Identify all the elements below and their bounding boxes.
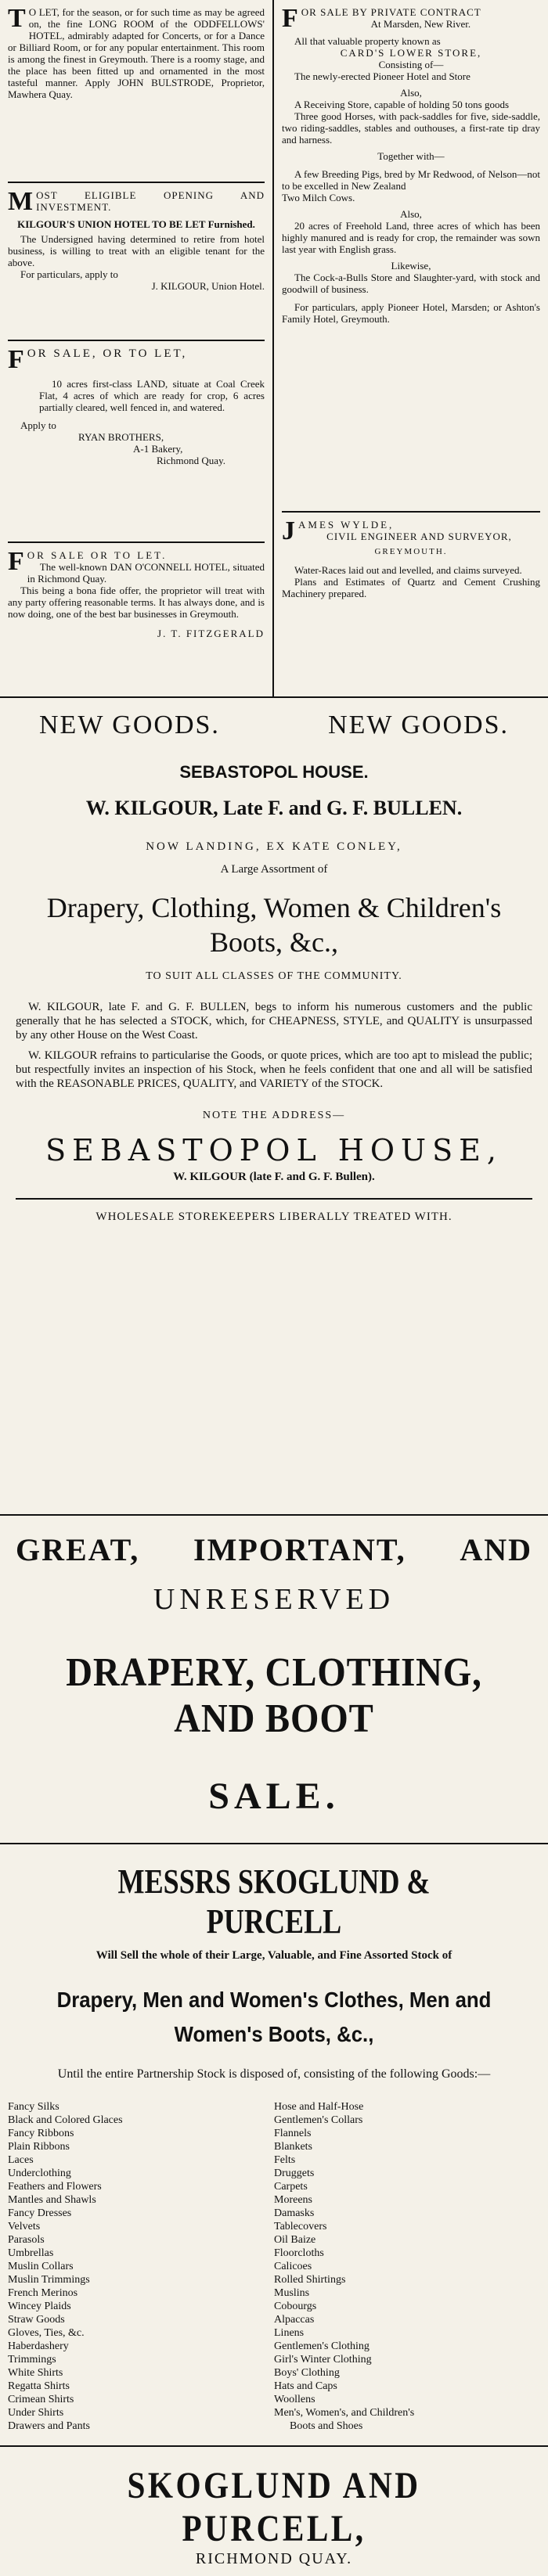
goods-item: Trimmings (8, 2354, 56, 2366)
goods-item: Girl's Winter Clothing (274, 2354, 372, 2366)
ad-item-6: 20 acres of Freehold Land, three acres of which has been highly manured and is ready for crop, the remainder was sown last year with English grass. (282, 220, 540, 255)
goods-item: Flannels (274, 2128, 312, 2139)
goods-item: Laces (8, 2154, 34, 2166)
ad-apply: Apply to (20, 419, 56, 431)
drop-cap: F (8, 547, 24, 576)
ad-oddfellows-hotel (8, 0, 265, 183)
ad-address-1: A-1 Bakery, (133, 443, 183, 455)
ad-heading: OR SALE, OR TO LET, (27, 347, 188, 360)
ad-store-name: CARD'S LOWER STORE, (340, 47, 482, 59)
goods-item: Alpaccas (274, 2314, 315, 2326)
goods-list (0, 2100, 548, 2433)
ad-item-4: A few Breeding Pigs, bred by Mr Redwood, of Nelson—not to be excelled in New Zealand (282, 168, 540, 192)
goods-list-left (8, 2100, 274, 2433)
ad-heading: OR SALE OR TO LET. (27, 549, 168, 561)
ad-address-2: Richmond Quay. (157, 455, 225, 466)
drapery-men-women-heading: Drapery, Men and Women's Clothes, Men and Women's Boots, &c., (56, 1988, 492, 2046)
ad-signature: J. KILGOUR, Union Hotel. (151, 280, 265, 292)
classified-columns (0, 0, 548, 698)
great-word: GREAT, (16, 1532, 140, 1567)
goods-item: Muslin Trimmings (8, 2274, 90, 2286)
ad-title: CIVIL ENGINEER AND SURVEYOR, (326, 531, 512, 542)
ad-text: O LET, for the season, or for such time as may be agreed on, the fine LONG ROOM of the ODDFELLOWS' HOTEL, admirably adapted for Concerts, or for a Dance or Billiard Room, or for any popular entertainment. This room is among the finest in Greymouth. There is a roomy stage, and the place has been fitted up and ornamented in the most tasteful manner. Apply JOHN BULSTRODE, Proprietor, Mawhera Quay. (8, 6, 265, 100)
until-disposed-line: Until the entire Partnership Stock is disposed of, consisting of the following Goods:— (57, 2067, 491, 2081)
kilgour-paragraph-1: W. KILGOUR, late F. and G. F. BULLEN, begs to inform his numerous customers and the public generally that he has selected a STOCK, which, for CHEAPNESS, STYLE, and QUALITY is unsurpassed by any other House on the West Coast. (16, 1001, 532, 1042)
ad-item-1: The newly-erected Pioneer Hotel and Store (294, 70, 470, 82)
ad-text-2: Plans and Estimates of Quartz and Cement Crushing Machinery prepared. (282, 576, 540, 599)
ad-also-2: Also, (400, 208, 422, 220)
ad-text: 10 acres first-class LAND, situate at Coal Creek Flat, 4 acres of which are ready for crop, 6 acres partially cleared, well fenced in, and watered. (39, 378, 265, 413)
goods-item: Fancy Dresses (8, 2207, 72, 2219)
drop-cap: J (282, 516, 295, 545)
goods-item: Rolled Shirtings (274, 2274, 346, 2286)
ad-name: AMES WYLDE, (298, 519, 395, 531)
goods-item: Gentlemen's Clothing (274, 2340, 370, 2352)
ad-text: The Undersigned having determined to retire from hotel business, is willing to treat with an eligible tenant for the above. (8, 233, 265, 268)
ad-likewise: Likewise, (391, 260, 431, 272)
goods-item: Carpets (274, 2181, 308, 2193)
goods-item: Wincey Plaids (8, 2301, 71, 2312)
sebastopol-address: SEBASTOPOL HOUSE, (45, 1133, 503, 1167)
goods-item: Damasks (274, 2207, 315, 2219)
drop-cap: T (8, 4, 26, 33)
sebastopol-house-ad (0, 698, 548, 1516)
ad-location: At Marsden, New River. (370, 18, 471, 30)
right-column (274, 0, 548, 696)
ad-together: Together with— (377, 150, 445, 162)
goods-item: Under Shirts (8, 2407, 64, 2419)
goods-item: Feathers and Flowers (8, 2181, 102, 2193)
important-word: IMPORTANT, (193, 1532, 406, 1567)
goods-item: Gloves, Ties, &c. (8, 2327, 85, 2339)
richmond-quay-footer: RICHMOND QUAY. (195, 2550, 353, 2567)
goods-item: Tablecovers (274, 2221, 327, 2232)
ad-heading: OST ELIGIBLE OPENING AND INVESTMENT. (36, 189, 265, 213)
new-goods-right: NEW GOODS. (328, 711, 509, 739)
drop-cap: M (8, 187, 34, 216)
drapery-heading: Drapery, Clothing, Women & Children's Boots, &c., (46, 892, 502, 958)
left-column (0, 0, 274, 696)
goods-item: White Shirts (8, 2367, 63, 2379)
kilgour-paragraph-2: W. KILGOUR refrains to particularise the Goods, or quote prices, which are too apt to mislead the public; but respectfully invites an inspection of his Stock, when he feels confident that one and all will be satisfied with the REASONABLE PRICES, QUALITY, and VARIETY of the STOCK. (16, 1049, 532, 1090)
messrs-heading: MESSRS SKOGLUND & PURCELL (117, 1862, 431, 1941)
ad-item-3: Three good Horses, with pack-saddles for five, side-saddle, two riding-saddles, stables and outhouses, a first-rate tip dray and harness. (282, 110, 540, 146)
goods-item: Black and Colored Glaces (8, 2114, 123, 2126)
goods-item: Fancy Silks (8, 2101, 59, 2113)
goods-item: Calicoes (274, 2261, 312, 2272)
ad-signature: J. T. FITZGERALD (157, 628, 265, 639)
goods-item: Woollens (274, 2394, 315, 2405)
goods-item: Underclothing (8, 2168, 71, 2179)
drop-cap: F (8, 345, 24, 374)
ad-heading: OR SALE BY PRIVATE CONTRACT (301, 6, 481, 18)
new-goods-left: NEW GOODS. (39, 711, 220, 739)
goods-item: Parasols (8, 2234, 45, 2246)
ad-particulars: For particulars, apply Pioneer Hotel, Marsden; or Ashton's Family Hotel, Greymouth. (282, 301, 540, 325)
goods-item: Blankets (274, 2141, 312, 2153)
note-the-address: NOTE THE ADDRESS— (202, 1110, 346, 1121)
drapery-clothing-boot-heading: DRAPERY, CLOTHING, AND BOOT (66, 1650, 482, 1741)
ad-text-1: The well-known DAN O'CONNELL HOTEL, situated in Richmond Quay. (27, 561, 265, 585)
goods-item: Cobourgs (274, 2301, 317, 2312)
large-assortment: A Large Assortment of (220, 863, 328, 876)
ad-item-2: A Receiving Store, capable of holding 50 tons goods (294, 99, 510, 110)
goods-item: Druggets (274, 2168, 315, 2179)
wholesale-note: WHOLESALE STOREKEEPERS LIBERALLY TREATED WITH. (16, 1198, 532, 1232)
goods-item: Boys' Clothing (274, 2367, 340, 2379)
kilgour-heading: W. KILGOUR, Late F. and G. F. BULLEN. (85, 797, 463, 819)
unreserved-heading: UNRESERVED (153, 1583, 395, 1616)
goods-item: Umbrellas (8, 2247, 54, 2259)
drop-cap: F (282, 4, 298, 33)
ad-item-5: Two Milch Cows. (282, 192, 355, 203)
goods-item: Haberdashery (8, 2340, 69, 2352)
ad-text-1: Water-Races laid out and levelled, and claims surveyed. (294, 564, 522, 576)
now-landing: NOW LANDING, EX KATE CONLEY, (146, 840, 402, 853)
sebastopol-house-title: SEBASTOPOL HOUSE. (179, 762, 369, 782)
ad-item-7: The Cock-a-Bulls Store and Slaughter-yard, with stock and goodwill of business. (282, 272, 540, 295)
ad-coal-creek-land (8, 341, 265, 543)
suit-all-classes: TO SUIT ALL CLASSES OF THE COMMUNITY. (146, 970, 402, 982)
ad-subhead: KILGOUR'S UNION HOTEL TO BE LET Furnished. (17, 218, 255, 230)
ad-union-hotel (8, 183, 265, 341)
ad-name: RYAN BROTHERS, (78, 431, 164, 443)
goods-item-continued: Boots and Shoes (290, 2420, 363, 2432)
goods-item: Felts (274, 2154, 296, 2166)
ad-cards-lower-store (282, 0, 540, 513)
goods-item: Muslins (274, 2287, 310, 2299)
goods-item: Hats and Caps (274, 2380, 337, 2392)
goods-list-right (274, 2100, 540, 2433)
ad-particulars: For particulars, apply to (20, 268, 118, 280)
goods-item: Hose and Half-Hose (274, 2101, 364, 2113)
goods-item: Muslin Collars (8, 2261, 74, 2272)
goods-item: Gentlemen's Collars (274, 2114, 363, 2126)
goods-item: Men's, Women's, and Children's (274, 2407, 415, 2419)
ad-text-2: This being a bona fide offer, the proprietor will treat with any party offering reasonable terms. It has always done, and is now doing, one of the best bar businesses in Greymouth. (8, 585, 265, 620)
goods-item: Plain Ribbons (8, 2141, 70, 2153)
ad-also-1: Also, (400, 87, 422, 99)
goods-item: Floorcloths (274, 2247, 324, 2259)
address-owner: W. KILGOUR (late F. and G. F. Bullen). (173, 1171, 375, 1183)
goods-item: Crimean Shirts (8, 2394, 74, 2405)
ad-james-wylde (282, 513, 540, 652)
ad-consisting: Consisting of— (378, 59, 444, 70)
skoglund-purcell-footer: SKOGLUND AND PURCELL, (127, 2465, 421, 2549)
sale-heading: SALE. (208, 1775, 340, 1817)
goods-item: Fancy Ribbons (8, 2128, 74, 2139)
goods-item: Velvets (8, 2221, 41, 2232)
goods-item: Linens (274, 2327, 305, 2339)
goods-item: French Merinos (8, 2287, 78, 2299)
goods-item: Drawers and Pants (8, 2420, 90, 2432)
skoglund-purcell-ad (0, 1516, 548, 2567)
ad-intro: All that valuable property known as (294, 35, 441, 47)
ad-dan-oconnell-hotel (8, 543, 265, 696)
goods-item: Moreens (274, 2194, 312, 2206)
will-sell-line: Will Sell the whole of their Large, Valuable, and Fine Assorted Stock of (96, 1949, 452, 1962)
goods-item: Regatta Shirts (8, 2380, 70, 2392)
goods-item: Oil Baize (274, 2234, 316, 2246)
goods-item: Mantles and Shawls (8, 2194, 96, 2206)
ad-location: GREYMOUTH. (374, 547, 448, 556)
goods-item: Straw Goods (8, 2314, 65, 2326)
and-word: AND (460, 1532, 532, 1567)
